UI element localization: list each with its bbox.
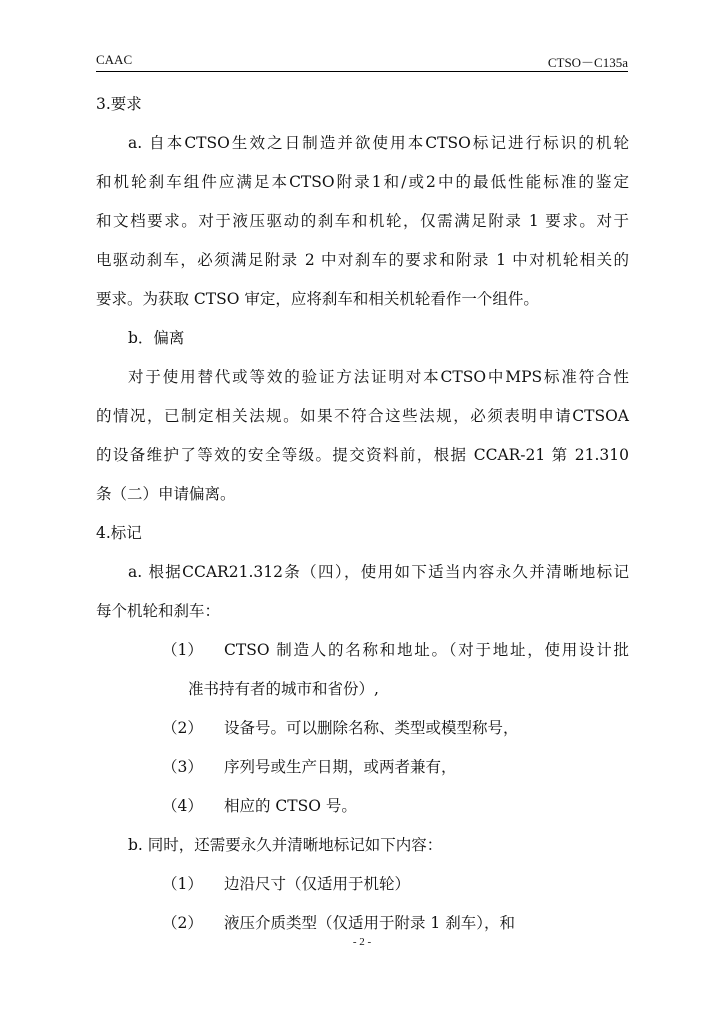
header-left: CAAC <box>96 52 133 67</box>
header-rule <box>96 71 628 72</box>
paragraph-line: b. 同时，还需要永久并清晰地标记如下内容： <box>128 836 443 854</box>
list-item-continuation: 准书持有者的城市和省份）, <box>188 680 379 698</box>
paragraph-line: 对于使用替代或等效的验证方法证明对本CTSO中MPS标准符合性 <box>128 368 629 386</box>
list-item-text: 边沿尺寸（仅适用于机轮） <box>224 875 411 893</box>
list-item-number: （2） <box>162 914 203 932</box>
paragraph-line: a. 自本CTSO生效之日制造并欲使用本CTSO标记进行标识的机轮 <box>128 134 629 152</box>
paragraph-line: a. 根据CCAR21.312条（四），使用如下适当内容永久并清晰地标记 <box>128 563 629 581</box>
list-item-text: CTSO 制造人的名称和地址。（对于地址，使用设计批 <box>224 641 629 659</box>
paragraph-line: 要求。为获取 CTSO 审定，应将刹车和相关机轮看作一个组件。 <box>96 290 539 308</box>
list-item-text: 相应的 CTSO 号。 <box>224 797 357 815</box>
paragraph-line: 每个机轮和刹车： <box>96 602 221 620</box>
subsection-b-heading: b．偏离 <box>128 329 185 347</box>
page-header <box>96 52 628 72</box>
paragraph-line: 的设备维护了等效的安全等级。提交资料前，根据 CCAR-21 第 21.310 <box>96 446 629 464</box>
list-item-text: 液压介质类型（仅适用于附录 1 刹车），和 <box>224 914 515 932</box>
list-item-number: （1） <box>162 641 203 659</box>
header-right: CTSO－C135a <box>547 55 628 70</box>
list-item-number: （3） <box>162 758 203 776</box>
list-item-text: 序列号或生产日期，或两者兼有， <box>224 758 457 776</box>
list-item-number: （1） <box>162 875 203 893</box>
list-item-number: （2） <box>162 719 203 737</box>
section-4-heading: 4.标记 <box>96 524 142 542</box>
paragraph-line: 电驱动刹车，必须满足附录 2 中对刹车的要求和附录 1 中对机轮相关的 <box>96 251 629 269</box>
paragraph-line: 和文档要求。对于液压驱动的刹车和机轮，仅需满足附录 1 要求。对于 <box>96 212 629 230</box>
list-item-text: 设备号。可以删除名称、类型或模型称号， <box>224 719 519 737</box>
list-item-number: （4） <box>162 797 203 815</box>
paragraph-line: 条（二）申请偏离。 <box>96 485 236 503</box>
paragraph-line: 的情况，已制定相关法规。如果不符合这些法规，必须表明申请CTSOA <box>96 407 629 425</box>
paragraph-line: 和机轮刹车组件应满足本CTSO附录1和/或2中的最低性能标准的鉴定 <box>96 173 629 191</box>
page-number: - 2 - <box>352 936 372 948</box>
section-3-heading: 3.要求 <box>96 95 142 113</box>
